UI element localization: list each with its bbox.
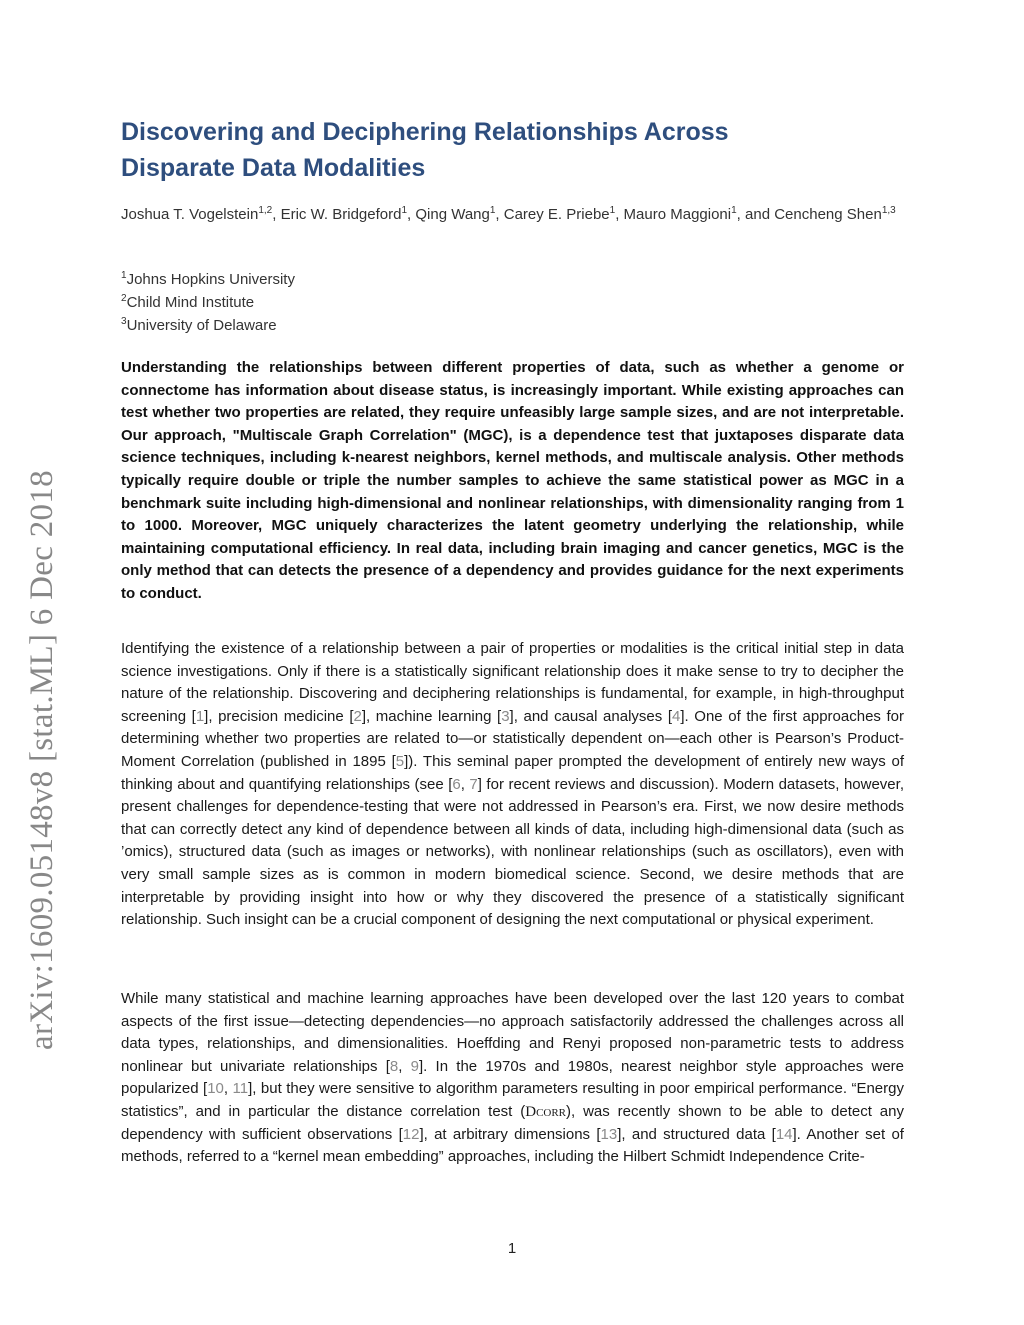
author: Qing Wang xyxy=(415,206,490,223)
author-list: Joshua T. Vogelstein$^{1,2}$, Eric W. Bridgeford$^1$, Qing Wang$^1$, Carey E. Priebe$^1$, Mauro Maggioni$^1$, and Cencheng Shen$^{1,3}$ xyxy=(121,205,896,223)
dcorr-smallcaps: Dcorr xyxy=(525,1103,567,1120)
citation-link[interactable]: 1 xyxy=(195,707,205,725)
author: Cencheng Shen xyxy=(774,206,882,223)
arxiv-stamp: arXiv:1609.05148v8 [stat.ML] 6 Dec 2018 xyxy=(24,470,60,1050)
author: Eric W. Bridgeford xyxy=(280,206,402,223)
text-run: ]. In the 1970s and 1980s, nearest neighbor style approaches were popularized [ xyxy=(121,1057,905,1098)
author-sup: 1 xyxy=(731,205,737,216)
text-run: ], at arbitrary dimensions [ xyxy=(419,1125,601,1143)
affiliation-name: University of Delaware xyxy=(126,317,277,334)
citation-link[interactable]: 5 xyxy=(395,752,405,770)
citation-link[interactable]: 7 xyxy=(469,775,478,793)
author-sup: 1 xyxy=(401,205,408,216)
citation-link[interactable]: 6 xyxy=(452,775,461,793)
author-sup: 1 xyxy=(489,205,496,216)
author: Mauro Maggioni xyxy=(623,206,732,223)
body-paragraph-2 xyxy=(121,988,904,1169)
text-run: ]. One of the first approaches for determining whether two properties are related to—or statistically dependent on—each other is Pearson’s Product-Moment Correlation (published in 1895 [ xyxy=(121,707,905,770)
text-run: , xyxy=(223,1080,233,1098)
citation-link[interactable]: 9 xyxy=(410,1057,419,1075)
citation-link[interactable]: 13 xyxy=(600,1125,618,1143)
page-number: 1 xyxy=(507,1240,517,1257)
citation-link[interactable]: 2 xyxy=(353,707,362,725)
text-run: ] for recent reviews and discussion). Modern datasets, however, present challenges for dependence-testing that were not addressed in Pearson’s era. First, we now desire methods that can correctly detect any kind of dependence between all kinds of data, including high-dimensional data (such as ’omics), structured data (such as images or networks), with nonlinear relationships (such as oscillators), even with very small sample sizes as is common in modern biomedical science. Second, we desire methods that are interpretable by providing insight into how or why they discovered the presence of a statistically significant relationship. Such insight can be a crucial component of designing the next computational or physical experiment. xyxy=(121,775,904,929)
citation-link[interactable]: 4 xyxy=(672,707,681,725)
text-run: ], precision medicine [ xyxy=(204,707,354,725)
text-run: ], but they were sensitive to algorithm parameters resulting in poor empirical performance. “Energy statistics”, and in particular the distance correlation test ( xyxy=(121,1080,904,1120)
citation-link[interactable]: 10 xyxy=(207,1080,224,1098)
affiliation-name: Johns Hopkins University xyxy=(126,271,295,288)
affiliation-sup: 2 xyxy=(121,293,127,304)
text-run: While many statistical and machine learning approaches have been developed over the last 120 years to combat aspects of the first issue—detecting dependencies—no approach satisfactorily addressed the challenges across all data types, relationships, and dimensionalities. Hoeffding and Renyi proposed non-parametric tests to address nonlinear but univariate relationships [ xyxy=(121,990,904,1075)
text-run: ], machine learning [ xyxy=(361,707,502,725)
author-sup: 1,3 xyxy=(881,205,896,216)
affiliations xyxy=(121,268,904,337)
text-run: ), was recently shown to be able to detect any dependency with sufficient observations [ xyxy=(121,1102,904,1143)
affiliation xyxy=(121,291,904,314)
affiliation-sup: 3 xyxy=(121,316,127,327)
text-run: , xyxy=(398,1057,411,1075)
text-run: ]. Another set of methods, referred to a “kernel mean embedding” approaches, including the Hilbert Schmidt Independence Crite- xyxy=(121,1125,904,1166)
affiliation xyxy=(121,314,904,337)
text-run: ], and structured data [ xyxy=(617,1125,776,1143)
affiliation-name: Child Mind Institute xyxy=(126,294,255,311)
author: Carey E. Priebe xyxy=(503,206,610,223)
paper-title: Discovering and Deciphering Relationships Across Disparate Data Modalities xyxy=(121,118,729,182)
citation-link[interactable]: 11 xyxy=(232,1080,249,1098)
author-sup: 1 xyxy=(609,205,616,216)
text-run: , xyxy=(460,775,470,793)
text-run: ], and causal analyses [ xyxy=(509,707,673,725)
body-paragraph-1 xyxy=(121,638,904,932)
affiliation xyxy=(121,268,904,291)
citation-link[interactable]: 3 xyxy=(501,707,510,725)
citation-link[interactable]: 12 xyxy=(402,1125,420,1143)
citation-link[interactable]: 14 xyxy=(775,1125,793,1143)
text-run: Identifying the existence of a relationship between a pair of properties or modalities is the critical initial step in data science investigations. Only if there is a statistically significant relationship does it make sense to try to decipher the nature of the relationship. Discovering and deciphering relationships is fundamental, for example, in high-throughput screening [ xyxy=(121,640,904,725)
authors-and: and xyxy=(745,206,771,223)
text-run: ]). This seminal paper prompted the development of entirely new ways of thinking about and quantifying relationships (see [ xyxy=(121,752,904,793)
author: Joshua T. Vogelstein xyxy=(121,206,259,223)
affiliation-sup: 1 xyxy=(121,270,127,281)
abstract: Understanding the relationships between different properties of data, such as whether a genome or connectome has information about disease status, is increasingly important. While existing approaches can test whether two properties are related, they require unfeasibly large sample sizes, and are not interpretable. Our approach, "Multiscale Graph Correlation" (MGC), is a dependence test that juxtaposes disparate data science techniques, including k-nearest neighbors, kernel methods, and multiscale analysis. Other methods typically require double or triple the number samples to achieve the same statistical power as MGC in a benchmark suite including high-dimensional and nonlinear relationships, with dimensionality ranging from 1 to 1000. Moreover, MGC uniquely characterizes the latent geometry underlying the relationship, while maintaining computational efficiency. In real data, including brain imaging and cancer genetics, MGC is the only method that can detects the presence of a dependency and provides guidance for the next experiments to conduct. xyxy=(121,359,904,602)
author-sup: 1,2 xyxy=(258,205,273,216)
citation-link[interactable]: 8 xyxy=(389,1057,399,1075)
